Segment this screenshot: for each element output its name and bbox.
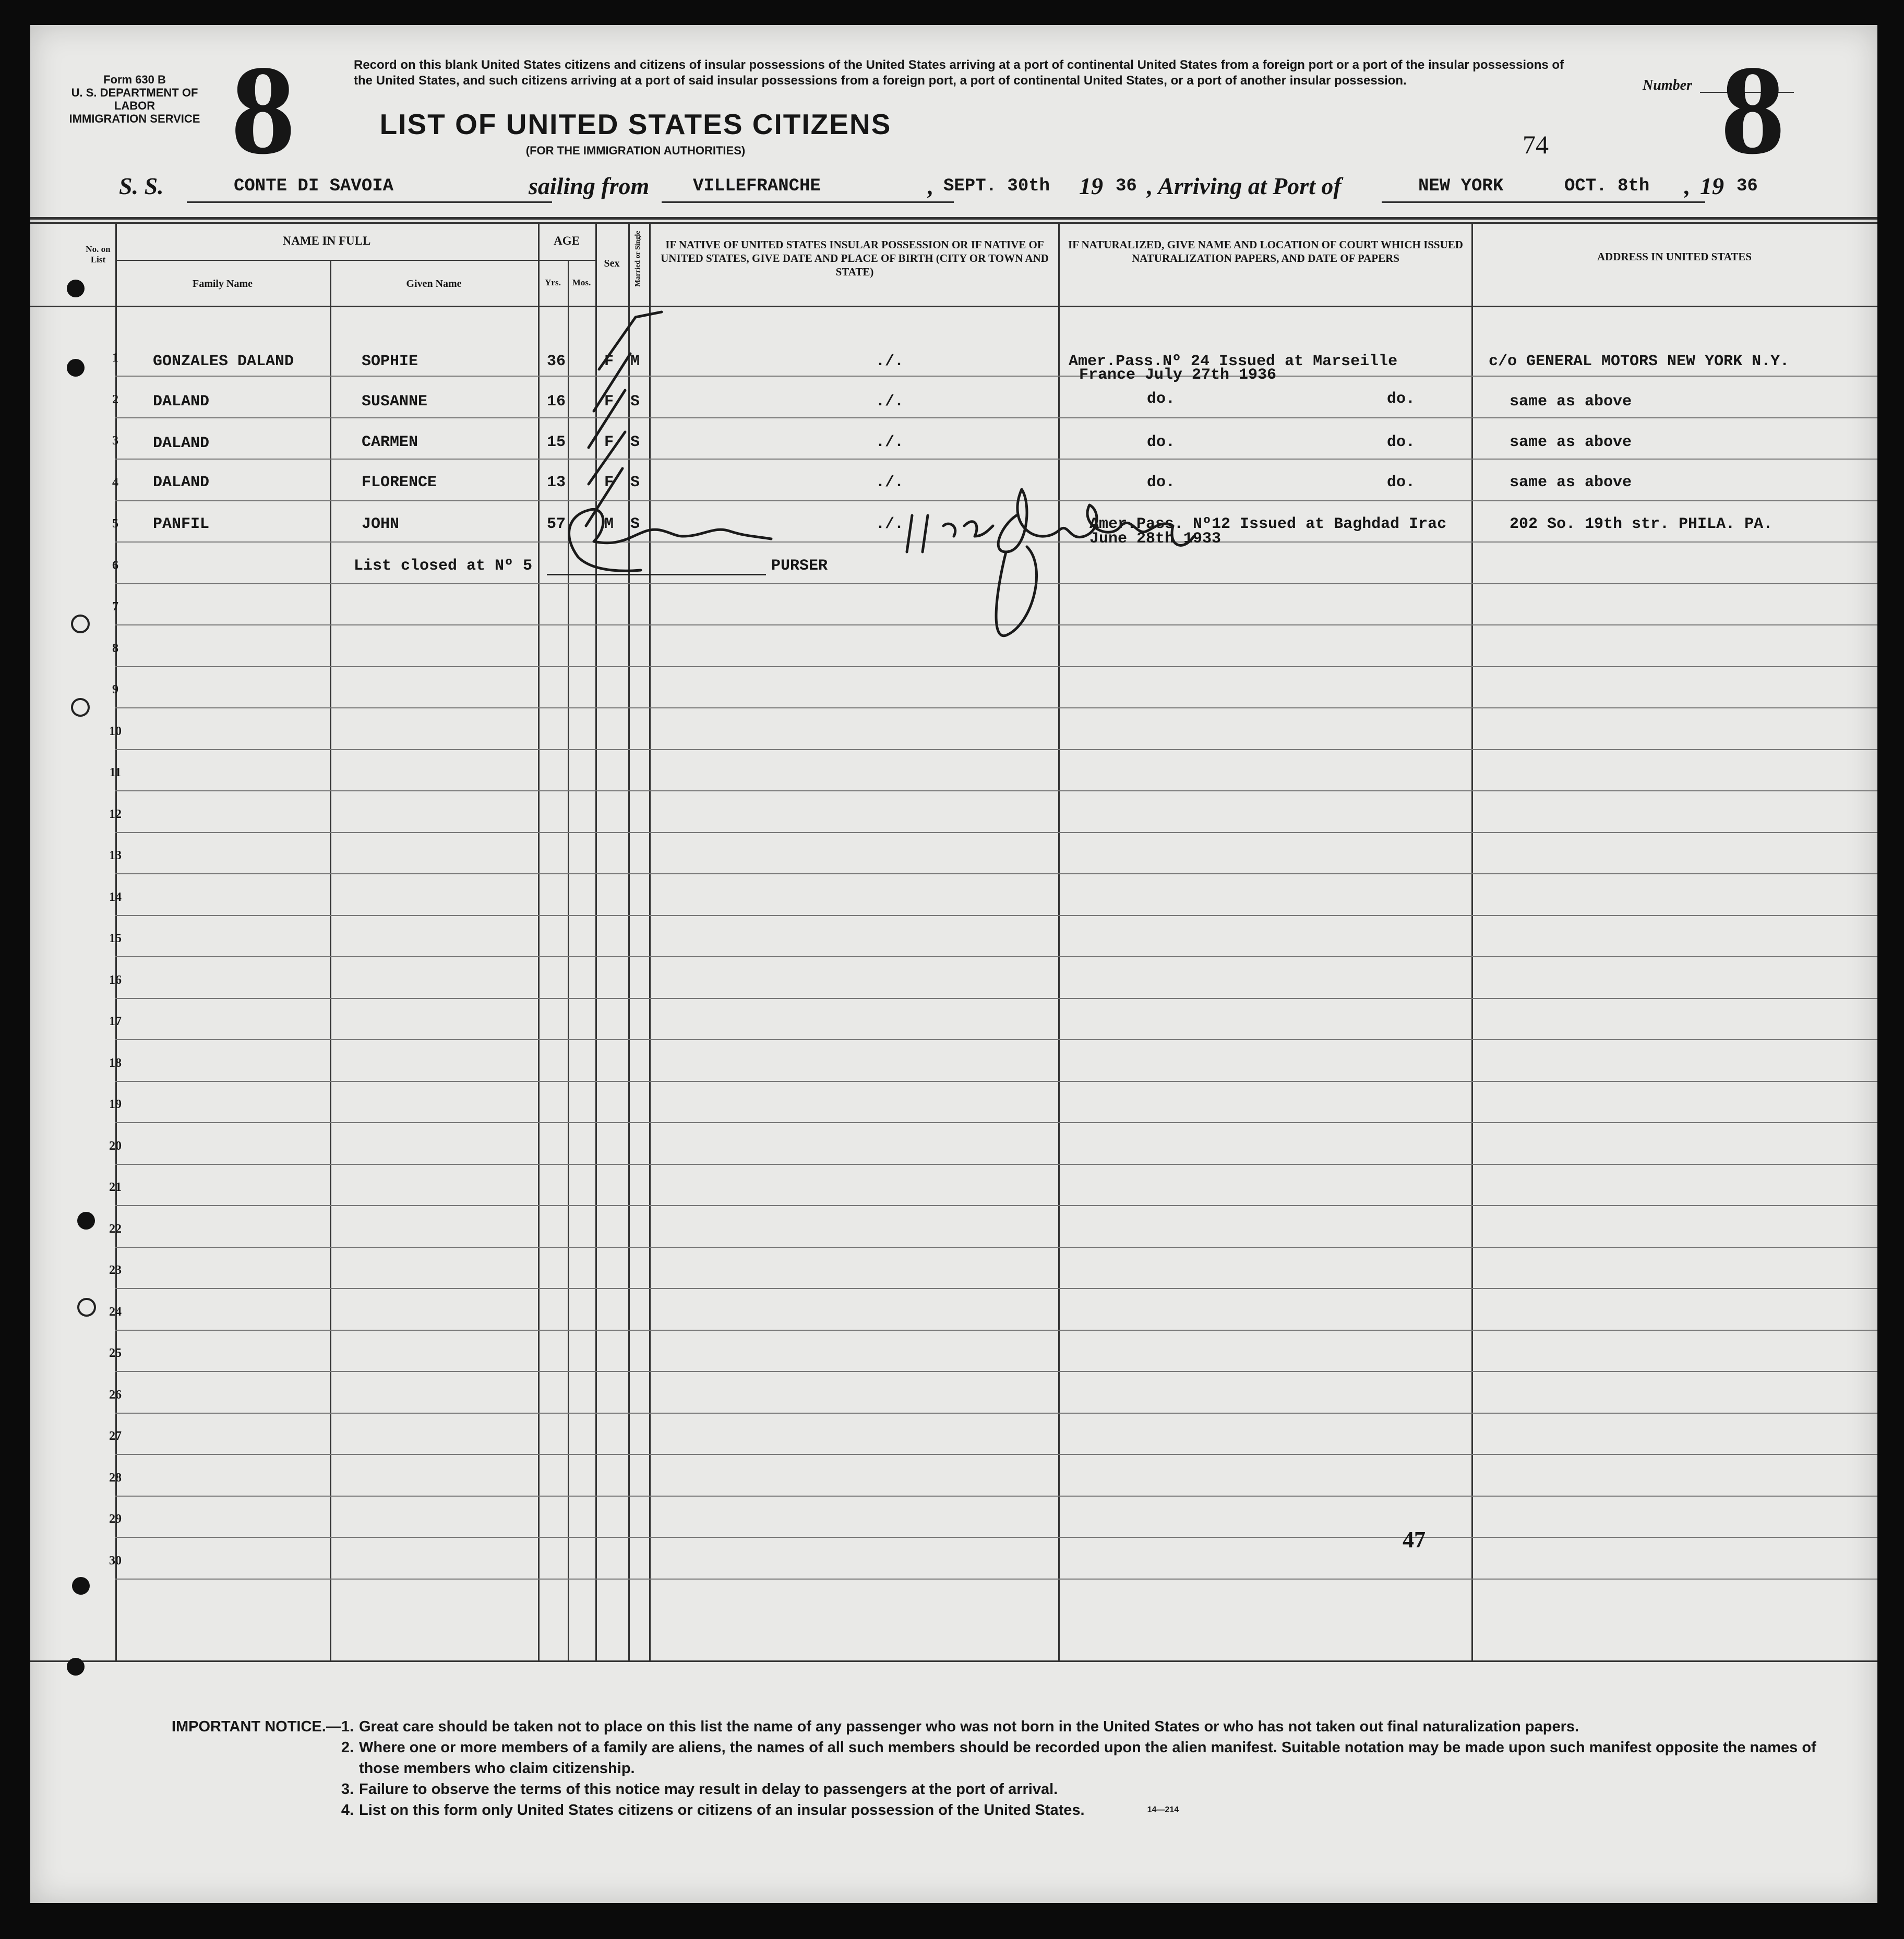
ship-underline bbox=[187, 201, 552, 203]
notice-number-2: 2. bbox=[341, 1739, 354, 1756]
header-sex: Sex bbox=[604, 258, 620, 269]
departure-port: VILLEFRANCHE bbox=[693, 176, 821, 196]
name-subheader-line bbox=[115, 260, 538, 261]
row-rule bbox=[115, 1288, 1877, 1289]
row-number: 10 bbox=[109, 725, 122, 738]
notice-number-4: 4. bbox=[341, 1802, 354, 1818]
row-rule bbox=[115, 790, 1877, 791]
sail-year-prefix: 19 bbox=[1079, 173, 1103, 199]
from-underline bbox=[662, 201, 954, 203]
row-number: 23 bbox=[109, 1263, 122, 1277]
given-name-cell: SUSANNE bbox=[362, 393, 428, 411]
punch-hole bbox=[67, 280, 85, 297]
row-rule bbox=[115, 749, 1877, 750]
family-name-cell: GONZALES DALAND bbox=[153, 353, 294, 370]
number-label: Number bbox=[1643, 77, 1692, 93]
notice-text-2: Where one or more members of a family are aliens, the names of all such members should be recorded upon the alien manifest. Suitable notation may be made upon such manifest opposite the names of those members who claim citizenship. bbox=[359, 1739, 1816, 1777]
birth-cell: ./. bbox=[876, 433, 904, 451]
row-number: 28 bbox=[109, 1471, 122, 1485]
row-rule bbox=[115, 873, 1877, 874]
ship-name: CONTE DI SAVOIA bbox=[234, 176, 394, 196]
marital-cell: S bbox=[630, 393, 640, 411]
sex-cell: F bbox=[604, 393, 614, 411]
big-number-right: 8 bbox=[1721, 39, 1785, 180]
notice-item-2 bbox=[88, 1737, 1862, 1779]
handwritten-marks bbox=[547, 307, 1225, 682]
stamp-number: 47 bbox=[1403, 1527, 1426, 1552]
row-rule bbox=[115, 1371, 1877, 1372]
notice-item-4 bbox=[88, 1800, 1862, 1821]
birth-cell: ./. bbox=[876, 474, 904, 491]
row-rule bbox=[115, 707, 1877, 708]
manifest-page bbox=[30, 25, 1877, 1903]
birth-cell: ./. bbox=[876, 353, 904, 370]
naturalization-cell: do. bbox=[1147, 474, 1176, 491]
page-reference: 74 bbox=[1523, 130, 1549, 159]
family-name-cell: DALAND bbox=[153, 393, 210, 411]
naturalization-cell: Amer.Pass.Nº 24 Issued at Marseille bbox=[1069, 353, 1398, 370]
given-name-cell: JOHN bbox=[362, 515, 400, 533]
age-cell: 36 bbox=[547, 353, 566, 370]
row-number: 4 bbox=[112, 476, 118, 489]
row-rule bbox=[115, 915, 1877, 916]
inspector-signature bbox=[998, 489, 1194, 552]
row-rule bbox=[115, 1330, 1877, 1331]
notice-label: IMPORTANT NOTICE.—1. bbox=[171, 1718, 354, 1735]
age-cell: 16 bbox=[547, 393, 566, 411]
table-bottom-border bbox=[30, 1660, 1877, 1662]
family-name-cell: DALAND bbox=[153, 474, 210, 491]
address-cell: 202 So. 19th str. PHILA. PA. bbox=[1510, 515, 1773, 533]
marital-cell: S bbox=[630, 474, 640, 491]
row-number: 5 bbox=[112, 517, 118, 531]
row-number: 1 bbox=[112, 351, 118, 365]
row-number: 24 bbox=[109, 1305, 122, 1319]
intro-text: Record on this blank United States citizens and citizens of insular possessions of the United States arriving at a port of continental United States from a foreign port or a port of the insular possessions of the United States, and such citizens arriving at a port of said insular possessions from a foreign port, a port of continental United States, or a port of another insular possession. bbox=[354, 58, 1564, 88]
punch-hole bbox=[72, 1577, 90, 1595]
col-line-3 bbox=[538, 222, 540, 1660]
arrive-year-prefix: 19 bbox=[1700, 173, 1724, 199]
row-number: 11 bbox=[109, 766, 122, 779]
header-naturalized: IF NATURALIZED, GIVE NAME AND LOCATION OF COURT WHICH ISSUED NATURALIZATION PAPERS, AND DATE OF PAPERS bbox=[1068, 238, 1463, 264]
punch-hole bbox=[67, 359, 85, 377]
marital-cell: S bbox=[630, 515, 640, 533]
sex-cell: F bbox=[604, 353, 614, 370]
naturalization-court-cell: do. bbox=[1387, 433, 1416, 451]
notice-item-1 bbox=[88, 1716, 1862, 1737]
row-rule bbox=[115, 1039, 1877, 1040]
row-rule bbox=[115, 1081, 1877, 1082]
header-given-name: Given Name bbox=[406, 278, 462, 290]
row-rule bbox=[115, 1454, 1877, 1455]
punch-hole-open bbox=[77, 1298, 96, 1317]
check-mark-2 bbox=[594, 354, 630, 411]
notice-text-1: Great care should be taken not to place on this list the name of any passenger who was not born in the United States or who has not taken out final naturalization papers. bbox=[359, 1718, 1579, 1735]
notice-text-3: Failure to observe the terms of this notice may result in delay to passengers at the port of arrival. bbox=[359, 1781, 1058, 1798]
service-name: IMMIGRATION SERVICE bbox=[69, 112, 200, 125]
age-cell: 15 bbox=[547, 433, 566, 451]
arriving-label: , Arriving at Port of bbox=[1147, 173, 1342, 199]
header-age: AGE bbox=[554, 234, 580, 247]
naturalization-line2: June 28th 1933 bbox=[1089, 530, 1222, 548]
row-number: 2 bbox=[112, 393, 118, 406]
sailing-year: 36 bbox=[1116, 176, 1137, 196]
marital-cell: S bbox=[630, 433, 640, 451]
row-number: 22 bbox=[109, 1222, 122, 1236]
page-subtitle: (FOR THE IMMIGRATION AUTHORITIES) bbox=[525, 144, 746, 157]
notice-item-3 bbox=[88, 1779, 1862, 1800]
sex-cell: F bbox=[604, 433, 614, 451]
header-no-on-list: No. on List bbox=[86, 244, 111, 264]
arrival-port: NEW YORK bbox=[1418, 176, 1504, 196]
purser-signature bbox=[569, 509, 771, 557]
row-number: 6 bbox=[112, 559, 118, 572]
annotation-11am bbox=[907, 515, 993, 552]
sex-cell: M bbox=[604, 515, 614, 533]
purser-label: PURSER bbox=[771, 557, 828, 575]
row-number: 16 bbox=[109, 973, 122, 987]
row-number: 21 bbox=[109, 1181, 122, 1194]
check-mark-1 bbox=[599, 312, 662, 369]
table-top-border-2 bbox=[30, 222, 1877, 224]
row-number: 15 bbox=[109, 932, 122, 945]
col-line-9 bbox=[1471, 222, 1473, 1660]
big-number-left: 8 bbox=[231, 39, 295, 180]
print-code: 14—214 bbox=[1147, 1805, 1179, 1814]
notice-text-4: List on this form only United States citizens or citizens of an insular possession of the United States. bbox=[359, 1802, 1085, 1818]
row-number: 13 bbox=[109, 849, 122, 862]
given-name-cell: CARMEN bbox=[362, 433, 418, 451]
row-number: 3 bbox=[112, 434, 118, 448]
age-subheader-line bbox=[538, 260, 595, 261]
row-number: 19 bbox=[109, 1098, 122, 1111]
row-rule bbox=[115, 1413, 1877, 1414]
header-months: Mos. bbox=[572, 278, 591, 287]
row-number: 25 bbox=[109, 1346, 122, 1360]
naturalization-court-cell: do. bbox=[1387, 474, 1416, 491]
row-number: 27 bbox=[109, 1429, 122, 1443]
list-closed-text: List closed at Nº 5 bbox=[354, 557, 533, 575]
header-years: Yrs. bbox=[545, 278, 561, 287]
naturalization-court-cell: do. bbox=[1387, 390, 1416, 408]
comma-2: , bbox=[1684, 173, 1691, 199]
row-number: 8 bbox=[112, 642, 118, 655]
check-mark-5 bbox=[586, 468, 622, 526]
naturalization-cell: do. bbox=[1147, 390, 1176, 408]
arrival-year: 36 bbox=[1737, 176, 1758, 196]
given-name-cell: SOPHIE bbox=[362, 353, 418, 370]
address-cell: same as above bbox=[1510, 433, 1632, 451]
row-number: 30 bbox=[109, 1554, 122, 1568]
punch-hole-open bbox=[71, 698, 90, 717]
age-cell: 13 bbox=[547, 474, 566, 491]
purser-signature-tail bbox=[578, 557, 641, 571]
ss-label: S. S. bbox=[119, 173, 164, 199]
row-rule bbox=[115, 1537, 1877, 1538]
header-married-single: Married or Single bbox=[634, 231, 642, 287]
row-rule bbox=[115, 998, 1877, 999]
row-rule bbox=[115, 1247, 1877, 1248]
naturalization-line2: France July 27th 1936 bbox=[1079, 366, 1277, 384]
sailing-label: sailing from bbox=[529, 173, 650, 199]
row-number: 26 bbox=[109, 1388, 122, 1402]
row-number: 18 bbox=[109, 1056, 122, 1070]
inspector-signature-loop bbox=[996, 547, 1036, 636]
row-number: 9 bbox=[112, 683, 118, 696]
table-top-border bbox=[30, 217, 1877, 220]
address-cell: same as above bbox=[1510, 393, 1632, 411]
marital-cell: M bbox=[630, 353, 640, 370]
row-number: 7 bbox=[112, 600, 118, 613]
row-number: 29 bbox=[109, 1512, 122, 1526]
given-name-cell: FLORENCE bbox=[362, 474, 437, 491]
header-address: ADDRESS IN UNITED STATES bbox=[1597, 250, 1752, 263]
notice-number-3: 3. bbox=[341, 1781, 354, 1798]
arrival-date: OCT. 8th bbox=[1564, 176, 1650, 196]
row-rule bbox=[115, 1122, 1877, 1123]
punch-hole bbox=[77, 1212, 95, 1230]
row-rule bbox=[115, 1164, 1877, 1165]
sex-cell: F bbox=[604, 474, 614, 491]
birth-cell: ./. bbox=[876, 393, 904, 411]
address-cell: same as above bbox=[1510, 474, 1632, 491]
row-rule bbox=[115, 956, 1877, 957]
col-line-2 bbox=[330, 260, 331, 1660]
address-cell: c/o GENERAL MOTORS NEW YORK N.Y. bbox=[1489, 353, 1790, 370]
comma-1: , bbox=[928, 173, 934, 199]
department-name: U. S. DEPARTMENT OF LABOR bbox=[71, 86, 198, 112]
header-native: IF NATIVE OF UNITED STATES INSULAR POSSESSION OR IF NATIVE OF UNITED STATES, GIVE DATE AND PLACE OF BIRTH (CITY OR TOWN AND STATE) bbox=[661, 238, 1049, 278]
row-number: 12 bbox=[109, 808, 122, 821]
row-rule bbox=[115, 832, 1877, 833]
family-name-cell: PANFIL bbox=[153, 515, 210, 533]
row-number: 14 bbox=[109, 890, 122, 904]
naturalization-cell: Amer.Pass. Nº12 Issued at Baghdad Irac bbox=[1089, 515, 1447, 533]
family-name-cell: DALAND bbox=[153, 435, 210, 452]
age-cell: 57 bbox=[547, 515, 566, 533]
row-rule bbox=[115, 1579, 1877, 1580]
row-rule bbox=[115, 1205, 1877, 1206]
page-title: LIST OF UNITED STATES CITIZENS bbox=[379, 108, 892, 140]
punch-hole-open bbox=[71, 615, 90, 633]
header-family-name: Family Name bbox=[193, 278, 253, 290]
row-rule bbox=[115, 1496, 1877, 1497]
row-number: 20 bbox=[109, 1139, 122, 1153]
row-number: 17 bbox=[109, 1015, 122, 1028]
sailing-date: SEPT. 30th bbox=[943, 176, 1050, 196]
port-underline bbox=[1382, 201, 1705, 203]
form-number: Form 630 B bbox=[103, 73, 166, 86]
header-name-in-full: NAME IN FULL bbox=[282, 234, 371, 247]
naturalization-cell: do. bbox=[1147, 433, 1176, 451]
important-notice bbox=[88, 1716, 1862, 1821]
punch-hole bbox=[67, 1658, 85, 1676]
birth-cell: ./. bbox=[876, 515, 904, 533]
